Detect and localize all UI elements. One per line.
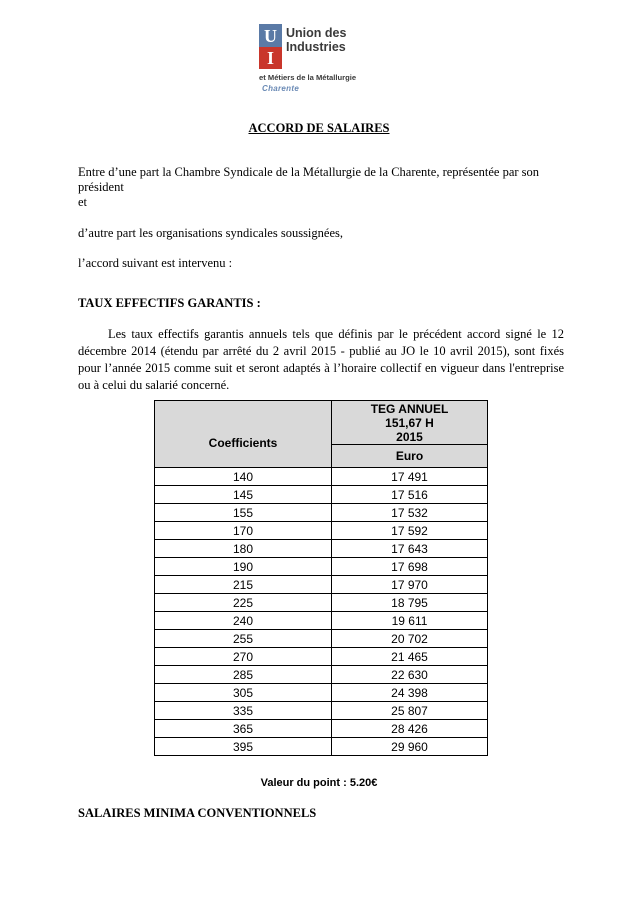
table-row <box>155 720 488 738</box>
paragraph-parties: Entre d’une part la Chambre Syndicale de la Métallurgie de la Charente, représentée par son président et <box>78 165 540 209</box>
logo-name: Union des Industries <box>286 26 347 54</box>
logo-letter-u: U <box>264 26 277 46</box>
cell-teg-value: 17 970 <box>332 576 488 594</box>
cell-teg-value: 17 532 <box>332 504 488 522</box>
table-row <box>155 666 488 684</box>
logo-mark <box>259 24 282 69</box>
table-row <box>155 486 488 504</box>
table-row <box>155 540 488 558</box>
cell-coefficient: 305 <box>155 684 332 702</box>
cell-teg-value: 17 698 <box>332 558 488 576</box>
section-heading-teg: TAUX EFFECTIFS GARANTIS : <box>78 296 261 310</box>
cell-coefficient: 180 <box>155 540 332 558</box>
cell-coefficient: 215 <box>155 576 332 594</box>
logo-letter-i: I <box>266 48 274 68</box>
cell-coefficient: 285 <box>155 666 332 684</box>
table-row <box>155 684 488 702</box>
cell-coefficient: 255 <box>155 630 332 648</box>
table-row <box>155 468 488 486</box>
cell-coefficient: 395 <box>155 738 332 756</box>
header-unit: Euro <box>332 445 488 468</box>
cell-coefficient: 145 <box>155 486 332 504</box>
cell-teg-value: 24 398 <box>332 684 488 702</box>
table-row <box>155 738 488 756</box>
header-teg: TEG ANNUEL 151,67 H 2015 <box>332 401 488 445</box>
table-row <box>155 612 488 630</box>
logo-subtitle: et Métiers de la Métallurgie <box>259 73 357 82</box>
cell-coefficient: 155 <box>155 504 332 522</box>
cell-teg-value: 17 643 <box>332 540 488 558</box>
table-row <box>155 630 488 648</box>
cell-teg-value: 17 516 <box>332 486 488 504</box>
cell-coefficient: 140 <box>155 468 332 486</box>
cell-coefficient: 270 <box>155 648 332 666</box>
cell-coefficient: 335 <box>155 702 332 720</box>
cell-teg-value: 20 702 <box>332 630 488 648</box>
section-heading-minima: SALAIRES MINIMA CONVENTIONNELS <box>78 806 317 820</box>
paragraph-agreement: l’accord suivant est intervenu : <box>78 256 233 270</box>
cell-teg-value: 29 960 <box>332 738 488 756</box>
cell-coefficient: 170 <box>155 522 332 540</box>
section-body-teg: Les taux effectifs garantis annuels tels que définis par le précédent accord signé le 12 décembre 2014 (étendu par arrêté du 2 avril 2015 - publié au JO le 10 avril 2015), sont fixés pour l’année 2015 comme suit et seront adaptés à l’horaire collectif en vigueur dans l'entreprise ou à celui du salarié concerné. <box>78 327 564 392</box>
table-row <box>155 702 488 720</box>
cell-teg-value: 28 426 <box>332 720 488 738</box>
cell-teg-value: 22 630 <box>332 666 488 684</box>
cell-teg-value: 21 465 <box>332 648 488 666</box>
cell-teg-value: 18 795 <box>332 594 488 612</box>
cell-teg-value: 19 611 <box>332 612 488 630</box>
salary-table <box>154 400 488 756</box>
table-row <box>155 594 488 612</box>
cell-coefficient: 190 <box>155 558 332 576</box>
table-row <box>155 504 488 522</box>
header-coefficients: Coefficients <box>155 401 332 468</box>
cell-coefficient: 225 <box>155 594 332 612</box>
table-row <box>155 558 488 576</box>
cell-coefficient: 240 <box>155 612 332 630</box>
cell-teg-value: 17 592 <box>332 522 488 540</box>
table-row <box>155 522 488 540</box>
uimm-logo <box>259 24 379 96</box>
cell-coefficient: 365 <box>155 720 332 738</box>
point-value: Valeur du point : 5.20€ <box>260 777 378 789</box>
cell-teg-value: 25 807 <box>332 702 488 720</box>
document-title: ACCORD DE SALAIRES <box>248 121 390 135</box>
cell-teg-value: 17 491 <box>332 468 488 486</box>
paragraph-unions: d’autre part les organisations syndicales soussignées, <box>78 226 343 240</box>
table-row <box>155 648 488 666</box>
table-row <box>155 576 488 594</box>
logo-region: Charente <box>262 84 300 93</box>
